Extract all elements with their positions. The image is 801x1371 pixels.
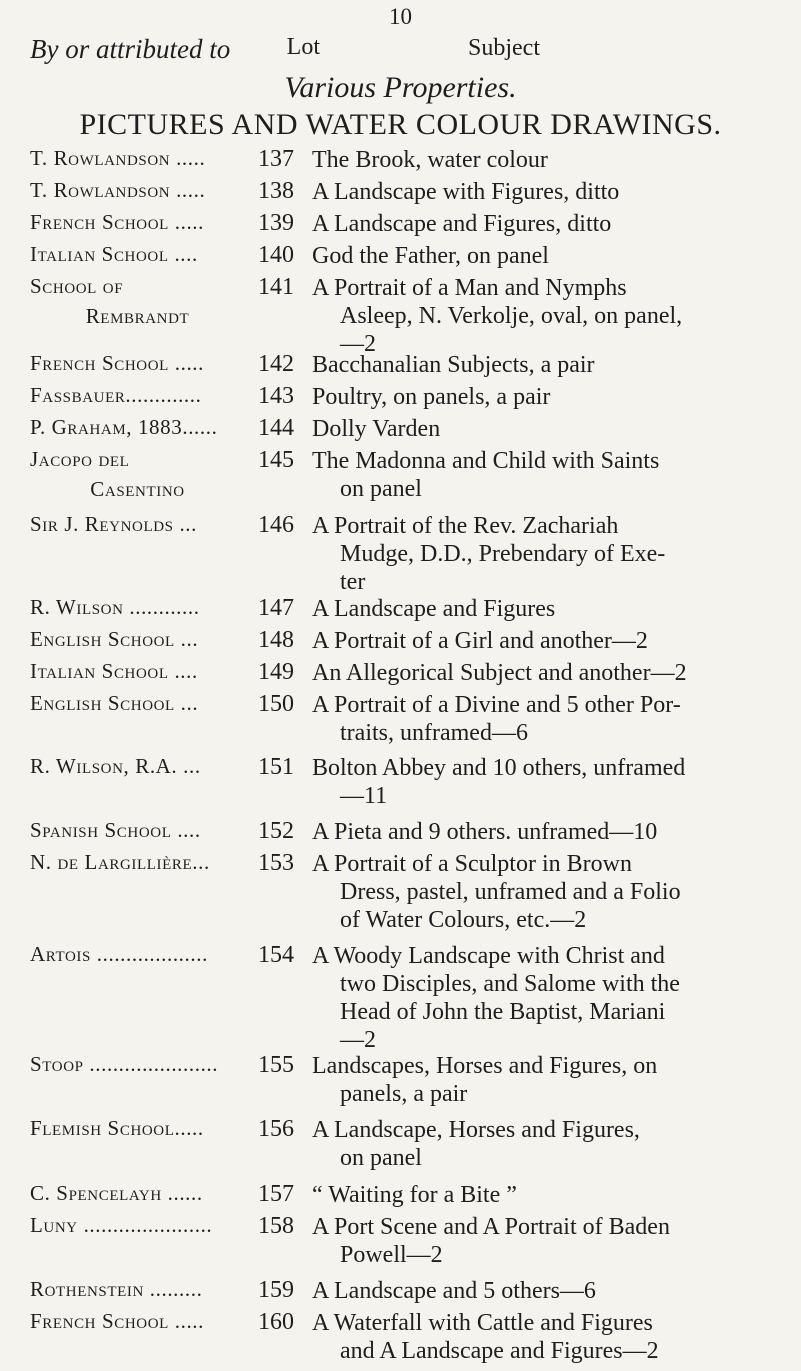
artist-name xyxy=(30,1277,245,1302)
subject-line: A Portrait of a Girl and another—2 xyxy=(312,628,648,654)
artist-name xyxy=(30,274,245,331)
subject-line: A Waterfall with Cattle and Figures xyxy=(312,1310,653,1336)
lot-subject xyxy=(312,242,788,270)
lot-subject xyxy=(312,210,788,238)
subject-line: Dolly Varden xyxy=(312,416,441,442)
artist-name xyxy=(30,754,245,779)
lot-subject xyxy=(312,942,788,1054)
subject-line: A Portrait of the Rev. Zachariah xyxy=(312,513,619,539)
artist-name xyxy=(30,942,245,967)
lot-number: 143 xyxy=(258,383,294,409)
lot-number: 149 xyxy=(258,659,294,685)
subject-line: God the Father, on panel xyxy=(312,243,549,269)
lot-number: 153 xyxy=(258,850,294,876)
artist-name xyxy=(30,512,245,537)
artist-line: Flemish School..... xyxy=(30,1116,204,1140)
lot-number: 145 xyxy=(258,447,294,473)
lot-subject xyxy=(312,818,788,846)
lot-number: 147 xyxy=(258,595,294,621)
artist-line: French School ..... xyxy=(30,351,205,375)
subject-line: An Allegorical Subject and another—2 xyxy=(312,660,687,686)
lot-subject xyxy=(312,691,788,747)
lot-number: 140 xyxy=(258,242,294,268)
artist-line: Jacopo del xyxy=(30,447,130,471)
artist-line: T. Rowlandson ..... xyxy=(30,178,206,202)
subject-line: Dress, pastel, unframed and a Folio xyxy=(340,879,681,905)
lot-number: 148 xyxy=(258,627,294,653)
artist-line-continued: Casentino xyxy=(90,477,185,501)
lot-number: 142 xyxy=(258,351,294,377)
subject-line: The Brook, water colour xyxy=(312,147,548,173)
subject-line: A Landscape, Horses and Figures, xyxy=(312,1117,640,1143)
subject-line: —2 xyxy=(340,331,376,357)
lot-number: 155 xyxy=(258,1052,294,1078)
subject-line: Mudge, D.D., Prebendary of Exe- xyxy=(340,541,666,567)
lot-number: 150 xyxy=(258,691,294,717)
column-header-subject: Subject xyxy=(468,35,540,61)
page-title: PICTURES AND WATER COLOUR DRAWINGS. xyxy=(79,108,722,141)
artist-name xyxy=(30,1116,245,1141)
artist-name xyxy=(30,659,245,684)
lot-number: 152 xyxy=(258,818,294,844)
artist-line: English School ... xyxy=(30,691,199,715)
artist-name xyxy=(30,146,245,171)
artist-line: Sir J. Reynolds ... xyxy=(30,512,198,536)
subject-line: The Madonna and Child with Saints xyxy=(312,448,660,474)
artist-line: Italian School .... xyxy=(30,659,198,683)
subject-line: A Portrait of a Man and Nymphs xyxy=(312,275,627,301)
lot-subject xyxy=(312,659,788,687)
subject-line: traits, unframed—6 xyxy=(340,720,528,746)
artist-line: P. Graham, 1883...... xyxy=(30,415,218,439)
lot-subject xyxy=(312,1213,788,1269)
artist-name xyxy=(30,691,245,716)
artist-line: Spanish School .... xyxy=(30,818,201,842)
artist-line: Fassbauer............. xyxy=(30,383,202,407)
subject-line: A Landscape and 5 others—6 xyxy=(312,1278,596,1304)
artist-line: Stoop ...................... xyxy=(30,1052,219,1076)
artist-name xyxy=(30,1213,245,1238)
subject-line: Powell—2 xyxy=(340,1242,443,1268)
subject-line: A Portrait of a Sculptor in Brown xyxy=(312,851,632,877)
lot-subject xyxy=(312,1116,788,1172)
lot-number: 159 xyxy=(258,1277,294,1303)
subject-line: Poultry, on panels, a pair xyxy=(312,384,551,410)
lot-number: 137 xyxy=(258,146,294,172)
subject-line: of Water Colours, etc.—2 xyxy=(340,907,587,933)
artist-line: C. Spencelayh ...... xyxy=(30,1181,203,1205)
artist-line: Luny ...................... xyxy=(30,1213,213,1237)
artist-name xyxy=(30,415,245,440)
lot-number: 154 xyxy=(258,942,294,968)
lot-number: 151 xyxy=(258,754,294,780)
subject-line: panels, a pair xyxy=(340,1081,468,1107)
subject-line: ter xyxy=(340,569,366,595)
artist-name xyxy=(30,1052,245,1077)
artist-line: T. Rowlandson ..... xyxy=(30,146,206,170)
subject-line: —2 xyxy=(340,1027,376,1053)
subject-line: A Woody Landscape with Christ and xyxy=(312,943,665,969)
artist-line: French School ..... xyxy=(30,1309,205,1333)
artist-name xyxy=(30,1309,245,1334)
subject-line: Bacchanalian Subjects, a pair xyxy=(312,352,595,378)
lot-number: 156 xyxy=(258,1116,294,1142)
lot-subject xyxy=(312,351,788,379)
artist-line: N. de Largillière... xyxy=(30,850,210,874)
artist-name xyxy=(30,595,245,620)
artist-name xyxy=(30,818,245,843)
lot-subject xyxy=(312,1309,788,1365)
subject-line: two Disciples, and Salome with the xyxy=(340,971,680,997)
lot-subject xyxy=(312,1277,788,1305)
artist-name xyxy=(30,210,245,235)
section-heading: Various Properties. xyxy=(284,71,517,104)
artist-name xyxy=(30,447,245,504)
artist-name xyxy=(30,383,245,408)
subject-line: A Port Scene and A Portrait of Baden xyxy=(312,1214,670,1240)
lot-subject xyxy=(312,754,788,810)
lot-number: 146 xyxy=(258,512,294,538)
lot-number: 144 xyxy=(258,415,294,441)
lot-subject xyxy=(312,1052,788,1108)
subject-line: A Landscape and Figures, ditto xyxy=(312,211,612,237)
artist-line-continued: Rembrandt xyxy=(85,304,190,328)
artist-line: R. Wilson, R.A. ... xyxy=(30,754,201,778)
lot-subject xyxy=(312,146,788,174)
subject-line: Bolton Abbey and 10 others, unframed xyxy=(312,755,686,781)
artist-name xyxy=(30,178,245,203)
lot-number: 139 xyxy=(258,210,294,236)
subject-line: Asleep, N. Verkolje, oval, on panel, xyxy=(340,303,683,329)
subject-line: A Portrait of a Divine and 5 other Por- xyxy=(312,692,681,718)
artist-line: English School ... xyxy=(30,627,199,651)
artist-line: R. Wilson ............ xyxy=(30,595,200,619)
lot-subject xyxy=(312,850,788,934)
page-number: 10 xyxy=(389,4,412,29)
artist-name xyxy=(30,242,245,267)
artist-line: French School ..... xyxy=(30,210,205,234)
subject-line: A Landscape with Figures, ditto xyxy=(312,179,620,205)
subject-line: A Pieta and 9 others. unframed—10 xyxy=(312,819,658,845)
column-header-lot: Lot xyxy=(286,34,320,60)
artist-line: Italian School .... xyxy=(30,242,198,266)
lot-subject xyxy=(312,383,788,411)
lot-subject xyxy=(312,274,788,358)
subject-line: —11 xyxy=(340,783,388,809)
lot-subject xyxy=(312,415,788,443)
subject-line: on panel xyxy=(340,476,422,502)
subject-line: “ Waiting for a Bite ” xyxy=(312,1182,517,1208)
subject-line: Head of John the Baptist, Mariani xyxy=(340,999,666,1025)
artist-line: Rothenstein ......... xyxy=(30,1277,203,1301)
lot-number: 157 xyxy=(258,1181,294,1207)
artist-line: School of xyxy=(30,274,124,298)
lot-subject xyxy=(312,595,788,623)
artist-name xyxy=(30,1181,245,1206)
lot-subject xyxy=(312,178,788,206)
artist-name xyxy=(30,850,245,875)
column-header-artist: By or attributed to xyxy=(30,34,231,64)
subject-line: and A Landscape and Figures—2 xyxy=(340,1338,659,1364)
subject-line: A Landscape and Figures xyxy=(312,596,556,622)
subject-line: Landscapes, Horses and Figures, on xyxy=(312,1053,658,1079)
artist-name xyxy=(30,351,245,376)
artist-line: Artois ................... xyxy=(30,942,208,966)
lot-number: 138 xyxy=(258,178,294,204)
lot-number: 160 xyxy=(258,1309,294,1335)
lot-subject xyxy=(312,1181,788,1209)
lot-number: 158 xyxy=(258,1213,294,1239)
artist-name xyxy=(30,627,245,652)
lot-subject xyxy=(312,512,788,596)
lot-subject xyxy=(312,447,788,503)
subject-line: on panel xyxy=(340,1145,422,1171)
lot-subject xyxy=(312,627,788,655)
lot-number: 141 xyxy=(258,274,294,300)
